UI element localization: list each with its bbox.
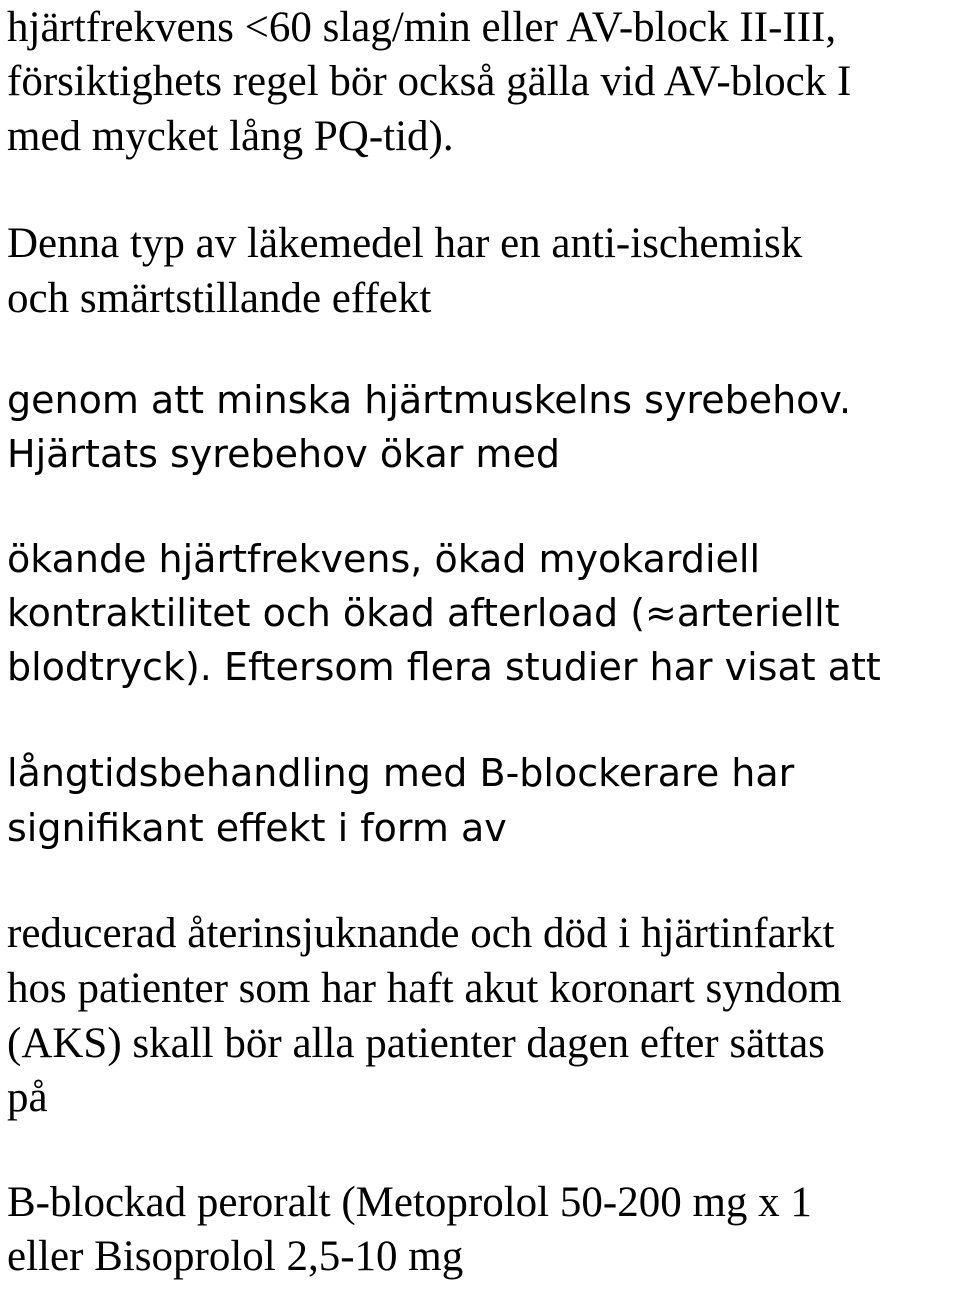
text-line: långtidsbehandling med B-blockerare har (7, 751, 795, 795)
text-line: signifikant effekt i form av (7, 806, 507, 850)
text-line: genom att minska hjärtmuskelns syrebehov. (7, 378, 852, 422)
text-line: eller Bisoprolol 2,5-10 mg (7, 1233, 464, 1280)
text-line: Denna typ av läkemedel har en anti-ischemisk (7, 220, 803, 267)
text-line: reducerad återinsjuknande och död i hjärtinfarkt (7, 910, 835, 957)
text-line: ökande hjärtfrekvens, ökad myokardiell (7, 537, 761, 581)
text-line: och smärtstillande effekt (7, 275, 432, 322)
text-line: blodtryck). Eftersom flera studier har visat att (7, 645, 881, 689)
text-line: (AKS) skall bör alla patienter dagen efter sättas (7, 1020, 825, 1067)
text-line: B-blockad peroralt (Metoprolol 50-200 mg x 1 (7, 1179, 812, 1226)
text-line: hos patienter som har haft akut koronart syndom (7, 965, 842, 1012)
text-line: hjärtfrekvens <60 slag/min eller AV-block II-III, (7, 4, 837, 51)
text-line: på (7, 1074, 48, 1121)
text-line: försiktighets regel bör också gälla vid AV-block I (7, 58, 852, 105)
text-line: kontraktilitet och ökad afterload (≈arteriellt (7, 591, 840, 635)
text-line: Hjärtats syrebehov ökar med (7, 432, 560, 476)
text-line: med mycket lång PQ-tid). (7, 113, 454, 160)
